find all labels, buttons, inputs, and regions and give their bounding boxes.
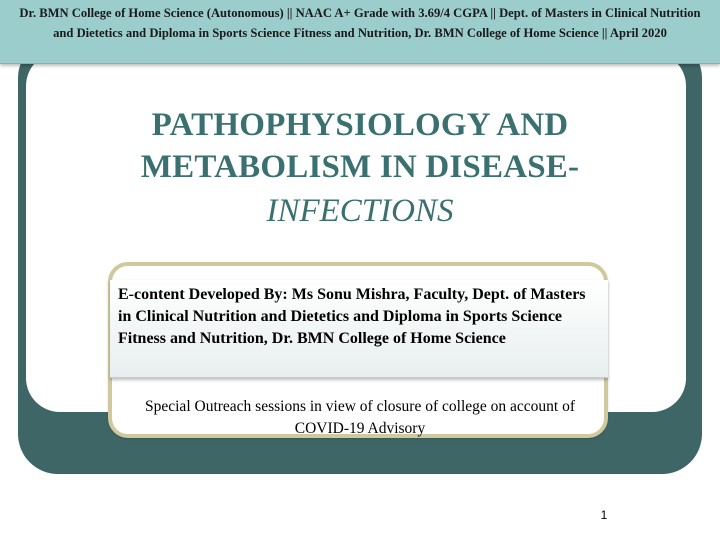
header-banner: Dr. BMN College of Home Science (Autonomous) || NAAC A+ Grade with 3.69/4 CGPA || Dept. of Masters in Clinical Nutrition and Dietetics and Diploma in Sports Science Fitness and Nutrition, Dr. BMN College of Home Science || April 2020 bbox=[0, 0, 720, 64]
slide-title bbox=[60, 104, 660, 188]
credit-box: E-content Developed By: Ms Sonu Mishra, Faculty, Dept. of Masters in Clinical Nutrition and Dietetics and Diploma in Sports Science Fitness and Nutrition, Dr. BMN College of Home Science bbox=[110, 280, 608, 378]
slide-subtitle: INFECTIONS bbox=[266, 193, 454, 229]
slide-title-line-2: METABOLISM IN DISEASE- bbox=[140, 149, 580, 185]
slide-title-line-1: PATHOPHYSIOLOGY AND bbox=[151, 107, 569, 143]
page-number: 1 bbox=[600, 508, 608, 522]
outreach-note: Special Outreach sessions in view of closure of college on account of COVID-19 Advisory bbox=[145, 398, 575, 437]
